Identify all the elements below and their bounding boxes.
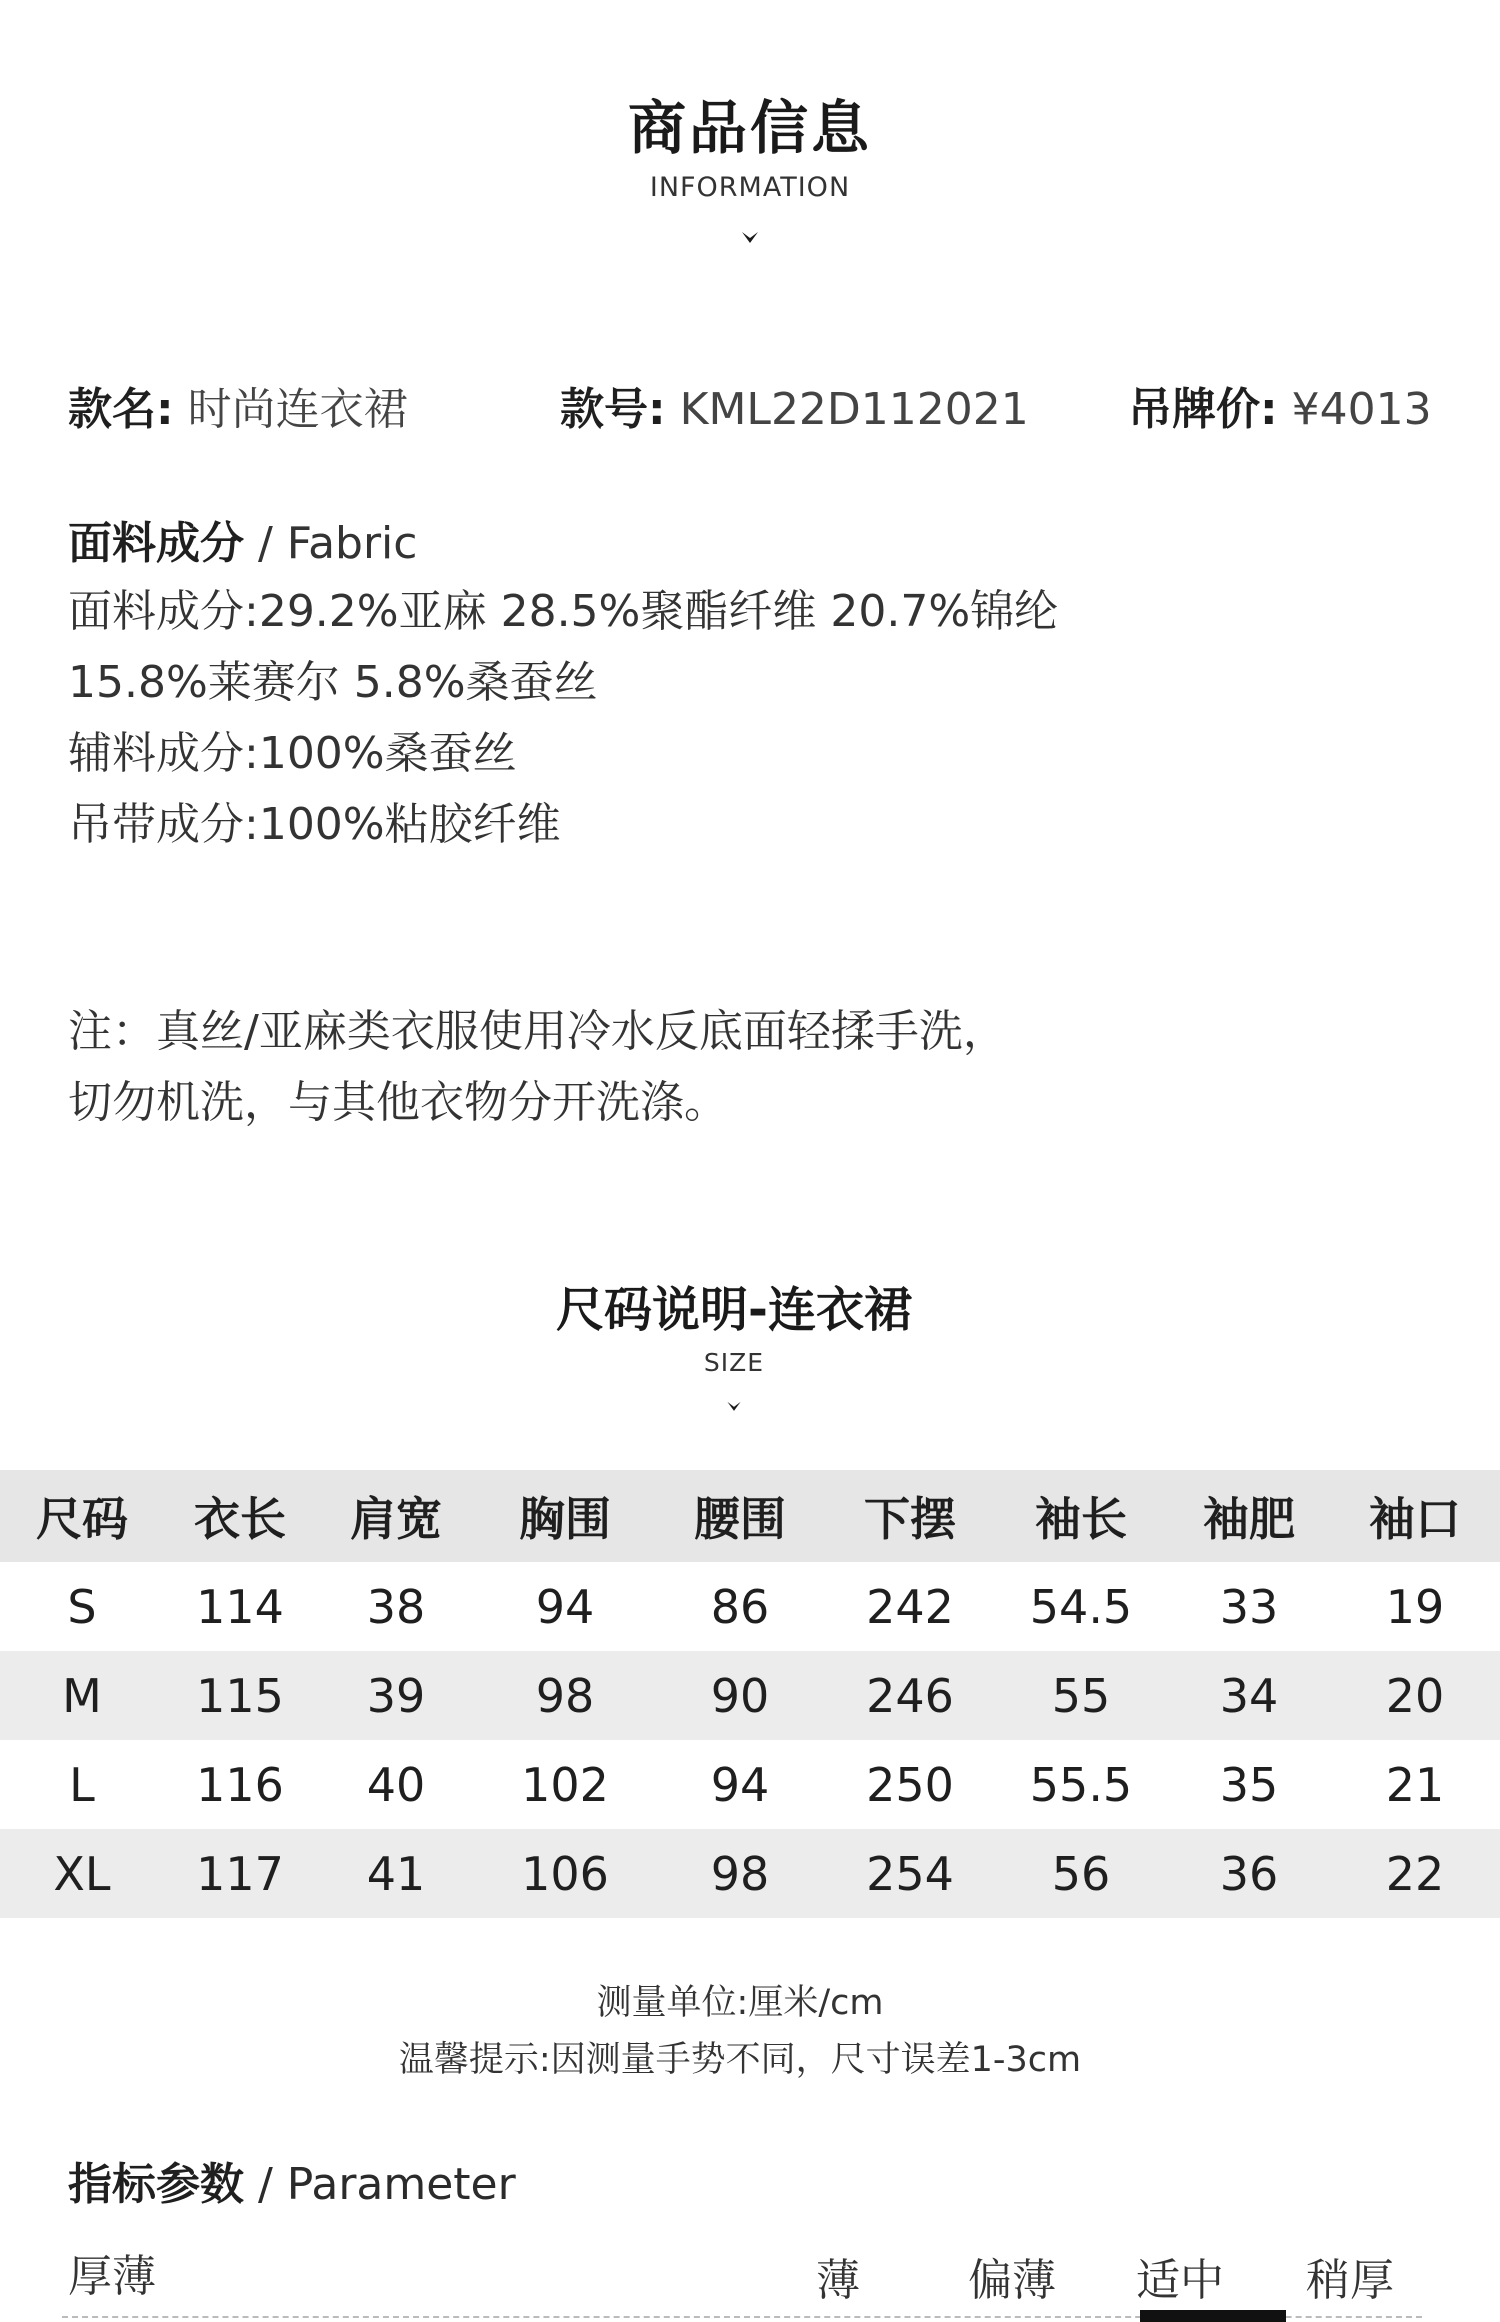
thickness-parameter-row <box>62 2240 1422 2322</box>
table-cell: 102 <box>521 1757 609 1812</box>
table-cell: L <box>69 1757 95 1812</box>
column-header: 袖口 <box>1369 1492 1461 1546</box>
table-row <box>0 1740 1500 1829</box>
size-section-header <box>0 1275 1484 1415</box>
table-cell: 115 <box>196 1668 284 1723</box>
column-header: 肩宽 <box>350 1492 442 1546</box>
table-cell: 94 <box>535 1579 595 1634</box>
table-cell: 41 <box>366 1846 426 1901</box>
selected-thickness-marker <box>1140 2310 1286 2322</box>
table-cell: 90 <box>710 1668 770 1723</box>
table-cell: 22 <box>1385 1846 1445 1901</box>
style-code-label: 款号: <box>560 384 666 435</box>
table-cell: 116 <box>196 1757 284 1812</box>
table-row <box>0 1829 1500 1918</box>
table-cell: 21 <box>1385 1757 1445 1812</box>
style-name <box>68 378 408 442</box>
measurement-tip-note: 温馨提示:因测量手势不同，尺寸误差1-3cm <box>398 2040 1082 2080</box>
table-cell: 117 <box>196 1846 284 1901</box>
info-title: 商品信息 <box>627 94 872 162</box>
measurement-unit-note: 测量单位:厘米/cm <box>596 1983 884 2023</box>
column-header: 衣长 <box>194 1492 286 1546</box>
column-header: 腰围 <box>694 1492 786 1546</box>
info-subtitle: INFORMATION <box>649 172 851 203</box>
table-cell: XL <box>53 1846 111 1901</box>
table-cell: 254 <box>866 1846 954 1901</box>
tag-price-value: ¥4013 <box>1291 384 1432 435</box>
column-header: 下摆 <box>864 1492 956 1546</box>
style-code <box>560 378 1029 442</box>
style-code-value: KML22D112021 <box>679 384 1029 435</box>
chevron-down-icon <box>739 226 761 248</box>
table-cell: 33 <box>1219 1579 1279 1634</box>
fabric-heading-en: / Fabric <box>244 518 418 569</box>
thickness-label: 厚薄 <box>68 2251 156 2302</box>
fabric-line: 面料成分:29.2%亚麻 28.5%聚酯纤维 20.7%锦纶 <box>68 586 1059 637</box>
tag-price <box>1128 378 1432 442</box>
thickness-option-medium: 适中 <box>1136 2255 1224 2306</box>
info-section-header <box>0 88 1500 248</box>
fabric-line: 辅料成分:100%桑蚕丝 <box>68 728 517 779</box>
fabric-heading-cn: 面料成分 <box>68 518 244 569</box>
style-name-value: 时尚连衣裙 <box>187 384 408 435</box>
table-cell: 36 <box>1219 1846 1279 1901</box>
column-header: 袖长 <box>1035 1492 1127 1546</box>
tag-price-label: 吊牌价: <box>1128 384 1278 435</box>
column-header: 袖肥 <box>1203 1492 1295 1546</box>
size-table <box>0 1470 1500 1918</box>
table-cell: 19 <box>1385 1579 1445 1634</box>
table-row <box>0 1562 1500 1651</box>
table-cell: 54.5 <box>1029 1579 1133 1634</box>
style-name-label: 款名: <box>68 384 174 435</box>
table-cell: 98 <box>710 1846 770 1901</box>
care-note-line: 注：真丝/亚麻类衣服使用冷水反底面轻揉手洗， <box>68 1006 1007 1057</box>
table-cell: 98 <box>535 1668 595 1723</box>
table-cell: 55 <box>1051 1668 1111 1723</box>
table-cell: M <box>62 1668 102 1723</box>
fabric-heading <box>68 508 417 579</box>
size-table-header-row <box>0 1470 1500 1562</box>
table-cell: 40 <box>366 1757 426 1812</box>
thickness-option-slightly-thick: 稍厚 <box>1306 2255 1394 2306</box>
care-note <box>68 996 1007 1138</box>
fabric-line: 吊带成分:100%粘胶纤维 <box>68 799 561 850</box>
fabric-composition <box>68 576 1058 860</box>
table-cell: S <box>67 1579 97 1634</box>
table-row <box>0 1651 1500 1740</box>
table-cell: 35 <box>1219 1757 1279 1812</box>
table-cell: 94 <box>710 1757 770 1812</box>
chevron-down-icon <box>725 1397 743 1415</box>
table-cell: 242 <box>866 1579 954 1634</box>
size-title: 尺码说明-连衣裙 <box>556 1282 912 1338</box>
table-cell: 106 <box>521 1846 609 1901</box>
parameter-heading-en: / Parameter <box>244 2159 516 2210</box>
column-header: 胸围 <box>519 1492 611 1546</box>
column-header: 尺码 <box>36 1492 128 1546</box>
table-cell: 20 <box>1385 1668 1445 1723</box>
table-cell: 39 <box>366 1668 426 1723</box>
table-cell: 34 <box>1219 1668 1279 1723</box>
table-cell: 114 <box>196 1579 284 1634</box>
thickness-option-thin: 薄 <box>816 2255 860 2306</box>
size-subtitle: SIZE <box>703 1348 765 1377</box>
table-cell: 246 <box>866 1668 954 1723</box>
table-cell: 250 <box>866 1757 954 1812</box>
fabric-line: 15.8%莱赛尔 5.8%桑蚕丝 <box>68 657 598 708</box>
parameter-heading <box>68 2153 516 2217</box>
table-cell: 38 <box>366 1579 426 1634</box>
parameter-heading-cn: 指标参数 <box>68 2159 244 2210</box>
table-cell: 86 <box>710 1579 770 1634</box>
table-cell: 55.5 <box>1029 1757 1133 1812</box>
table-cell: 56 <box>1051 1846 1111 1901</box>
thickness-option-slightly-thin: 偏薄 <box>968 2255 1056 2306</box>
care-note-line: 切勿机洗，与其他衣物分开洗涤。 <box>68 1077 728 1128</box>
